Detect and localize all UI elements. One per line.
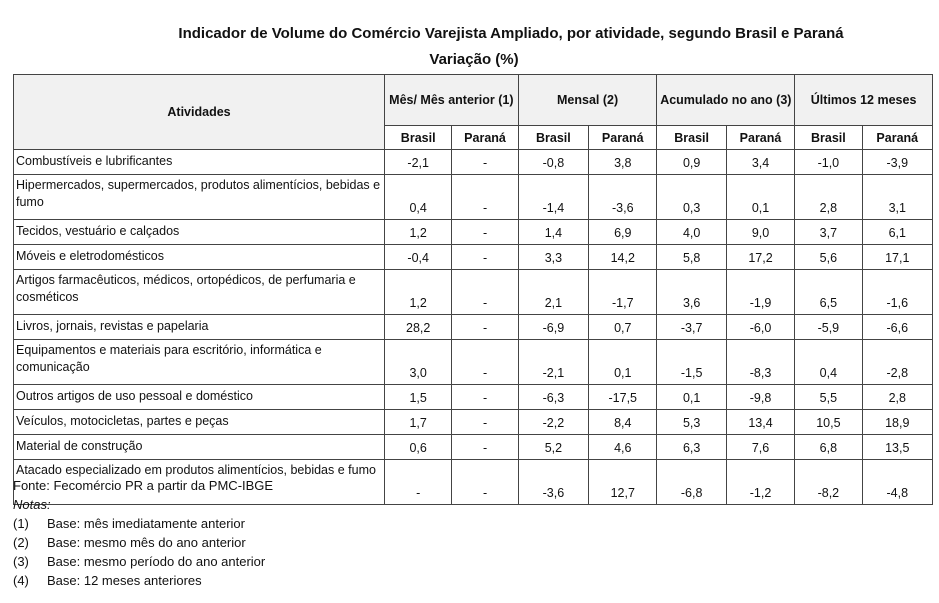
value-cell: 14,2 bbox=[589, 245, 657, 270]
value-cell: 5,8 bbox=[657, 245, 726, 270]
note-text: Base: mesmo mês do ano anterior bbox=[47, 535, 246, 550]
value-cell: -2,1 bbox=[518, 340, 588, 385]
table-row bbox=[14, 410, 933, 435]
value-cell: 3,6 bbox=[657, 270, 726, 315]
value-cell: - bbox=[452, 245, 518, 270]
table-row bbox=[14, 315, 933, 340]
value-cell: 17,2 bbox=[726, 245, 794, 270]
table-row bbox=[14, 270, 933, 315]
value-cell: 17,1 bbox=[862, 245, 932, 270]
table-row bbox=[14, 435, 933, 460]
value-cell: -0,4 bbox=[385, 245, 452, 270]
value-cell: -6,0 bbox=[726, 315, 794, 340]
value-cell: 1,5 bbox=[385, 385, 452, 410]
value-cell: 3,4 bbox=[726, 150, 794, 175]
table-row bbox=[14, 385, 933, 410]
value-cell: - bbox=[452, 270, 518, 315]
value-cell: - bbox=[452, 150, 518, 175]
note-item bbox=[13, 571, 273, 590]
value-cell: -3,9 bbox=[862, 150, 932, 175]
subheader-cell: Paraná bbox=[862, 126, 932, 150]
value-cell: - bbox=[452, 175, 518, 220]
value-cell: 6,5 bbox=[795, 270, 862, 315]
table-row bbox=[14, 150, 933, 175]
value-cell: 28,2 bbox=[385, 315, 452, 340]
value-cell: 5,3 bbox=[657, 410, 726, 435]
value-cell: 0,7 bbox=[589, 315, 657, 340]
value-cell: 1,2 bbox=[385, 220, 452, 245]
value-cell: 0,1 bbox=[657, 385, 726, 410]
value-cell: -1,7 bbox=[589, 270, 657, 315]
note-text: Base: 12 meses anteriores bbox=[47, 573, 202, 588]
value-cell: 3,7 bbox=[795, 220, 862, 245]
activity-cell: Livros, jornais, revistas e papelaria bbox=[14, 315, 385, 340]
source-text: Fonte: Fecomércio PR a partir da PMC-IBGE bbox=[13, 478, 274, 493]
table-row bbox=[14, 175, 933, 220]
value-cell: -6,8 bbox=[657, 460, 726, 505]
value-cell: -1,2 bbox=[726, 460, 794, 505]
activity-cell: Artigos farmacêuticos, médicos, ortopédicos, de perfumaria e cosméticos bbox=[14, 270, 385, 315]
value-cell: - bbox=[452, 220, 518, 245]
subheader-cell: Brasil bbox=[795, 126, 862, 150]
value-cell: - bbox=[452, 435, 518, 460]
value-cell: 5,2 bbox=[518, 435, 588, 460]
value-cell: -3,7 bbox=[657, 315, 726, 340]
value-cell: 6,3 bbox=[657, 435, 726, 460]
value-cell: 1,2 bbox=[385, 270, 452, 315]
value-cell: 12,7 bbox=[589, 460, 657, 505]
note-number: (4) bbox=[13, 573, 29, 588]
value-cell: 0,6 bbox=[385, 435, 452, 460]
table-row bbox=[14, 340, 933, 385]
value-cell: -6,3 bbox=[518, 385, 588, 410]
value-cell: 0,4 bbox=[795, 340, 862, 385]
activity-cell: Combustíveis e lubrificantes bbox=[14, 150, 385, 175]
note-number: (2) bbox=[13, 535, 29, 550]
value-cell: -1,6 bbox=[862, 270, 932, 315]
value-cell: -6,6 bbox=[862, 315, 932, 340]
activity-header: Atividades bbox=[14, 75, 385, 150]
value-cell: -8,2 bbox=[795, 460, 862, 505]
value-cell: 5,5 bbox=[795, 385, 862, 410]
value-cell: 0,4 bbox=[385, 175, 452, 220]
footer bbox=[13, 476, 273, 590]
value-cell: 0,1 bbox=[726, 175, 794, 220]
value-cell: 3,8 bbox=[589, 150, 657, 175]
value-cell: -2,8 bbox=[862, 340, 932, 385]
table-row bbox=[14, 220, 933, 245]
value-cell: 1,4 bbox=[518, 220, 588, 245]
value-cell: -8,3 bbox=[726, 340, 794, 385]
value-cell: - bbox=[452, 385, 518, 410]
value-cell: 13,5 bbox=[862, 435, 932, 460]
note-number: (3) bbox=[13, 554, 29, 569]
value-cell: 0,3 bbox=[657, 175, 726, 220]
note-item bbox=[13, 552, 273, 571]
activity-cell: Outros artigos de uso pessoal e doméstico bbox=[14, 385, 385, 410]
group-header: Mensal (2) bbox=[518, 75, 657, 126]
note-text: Base: mesmo período do ano anterior bbox=[47, 554, 266, 569]
value-cell: 13,4 bbox=[726, 410, 794, 435]
group-header: Mês/ Mês anterior (1) bbox=[385, 75, 519, 126]
notes-list bbox=[13, 514, 273, 590]
value-cell: 4,6 bbox=[589, 435, 657, 460]
activity-cell: Material de construção bbox=[14, 435, 385, 460]
note-number: (1) bbox=[13, 516, 29, 531]
value-cell: 0,1 bbox=[589, 340, 657, 385]
subheader-cell: Brasil bbox=[385, 126, 452, 150]
value-cell: -3,6 bbox=[589, 175, 657, 220]
value-cell: -9,8 bbox=[726, 385, 794, 410]
value-cell: 4,0 bbox=[657, 220, 726, 245]
value-cell: 6,8 bbox=[795, 435, 862, 460]
value-cell: -2,2 bbox=[518, 410, 588, 435]
value-cell: -17,5 bbox=[589, 385, 657, 410]
value-cell: 2,8 bbox=[862, 385, 932, 410]
subheader-cell: Paraná bbox=[589, 126, 657, 150]
group-header: Últimos 12 meses bbox=[795, 75, 933, 126]
value-cell: -3,6 bbox=[518, 460, 588, 505]
value-cell: 3,1 bbox=[862, 175, 932, 220]
activity-cell: Veículos, motocicletas, partes e peças bbox=[14, 410, 385, 435]
value-cell: - bbox=[452, 315, 518, 340]
value-cell: 3,3 bbox=[518, 245, 588, 270]
activity-cell: Equipamentos e materiais para escritório, informática e comunicação bbox=[14, 340, 385, 385]
table-body bbox=[14, 150, 933, 505]
activity-cell: Tecidos, vestuário e calçados bbox=[14, 220, 385, 245]
value-cell: 3,0 bbox=[385, 340, 452, 385]
value-cell: 6,9 bbox=[589, 220, 657, 245]
page-title: Indicador de Volume do Comércio Varejista Ampliado, por atividade, segundo Brasil e Paraná bbox=[178, 25, 844, 42]
value-cell: 2,1 bbox=[518, 270, 588, 315]
value-cell: -2,1 bbox=[385, 150, 452, 175]
table-row bbox=[14, 245, 933, 270]
value-cell: 9,0 bbox=[726, 220, 794, 245]
value-cell: -1,5 bbox=[657, 340, 726, 385]
value-cell: - bbox=[452, 410, 518, 435]
subheader-cell: Paraná bbox=[452, 126, 518, 150]
note-text: Base: mês imediatamente anterior bbox=[47, 516, 245, 531]
value-cell: 5,6 bbox=[795, 245, 862, 270]
value-cell: -1,9 bbox=[726, 270, 794, 315]
subheader-cell: Brasil bbox=[518, 126, 588, 150]
value-cell: 10,5 bbox=[795, 410, 862, 435]
activity-cell: Hipermercados, supermercados, produtos alimentícios, bebidas e fumo bbox=[14, 175, 385, 220]
value-cell: - bbox=[385, 460, 452, 505]
note-item bbox=[13, 514, 273, 533]
value-cell: -6,9 bbox=[518, 315, 588, 340]
value-cell: 18,9 bbox=[862, 410, 932, 435]
note-item bbox=[13, 533, 273, 552]
page-subtitle: Variação (%) bbox=[429, 51, 519, 68]
value-cell: - bbox=[452, 460, 518, 505]
value-cell: -0,8 bbox=[518, 150, 588, 175]
value-cell: 0,9 bbox=[657, 150, 726, 175]
group-header: Acumulado no ano (3) bbox=[657, 75, 795, 126]
subheader-cell: Brasil bbox=[657, 126, 726, 150]
value-cell: 1,7 bbox=[385, 410, 452, 435]
notes-label: Notas: bbox=[13, 497, 51, 512]
value-cell: 2,8 bbox=[795, 175, 862, 220]
value-cell: -1,0 bbox=[795, 150, 862, 175]
value-cell: - bbox=[452, 340, 518, 385]
value-cell: 8,4 bbox=[589, 410, 657, 435]
value-cell: -5,9 bbox=[795, 315, 862, 340]
subheader-cell: Paraná bbox=[726, 126, 794, 150]
value-cell: -1,4 bbox=[518, 175, 588, 220]
value-cell: 7,6 bbox=[726, 435, 794, 460]
data-table bbox=[13, 74, 933, 505]
activity-cell: Atacado especializado em produtos alimentícios, bebidas e fumo bbox=[14, 460, 385, 505]
value-cell: 6,1 bbox=[862, 220, 932, 245]
value-cell: -4,8 bbox=[862, 460, 932, 505]
activity-cell: Móveis e eletrodomésticos bbox=[14, 245, 385, 270]
